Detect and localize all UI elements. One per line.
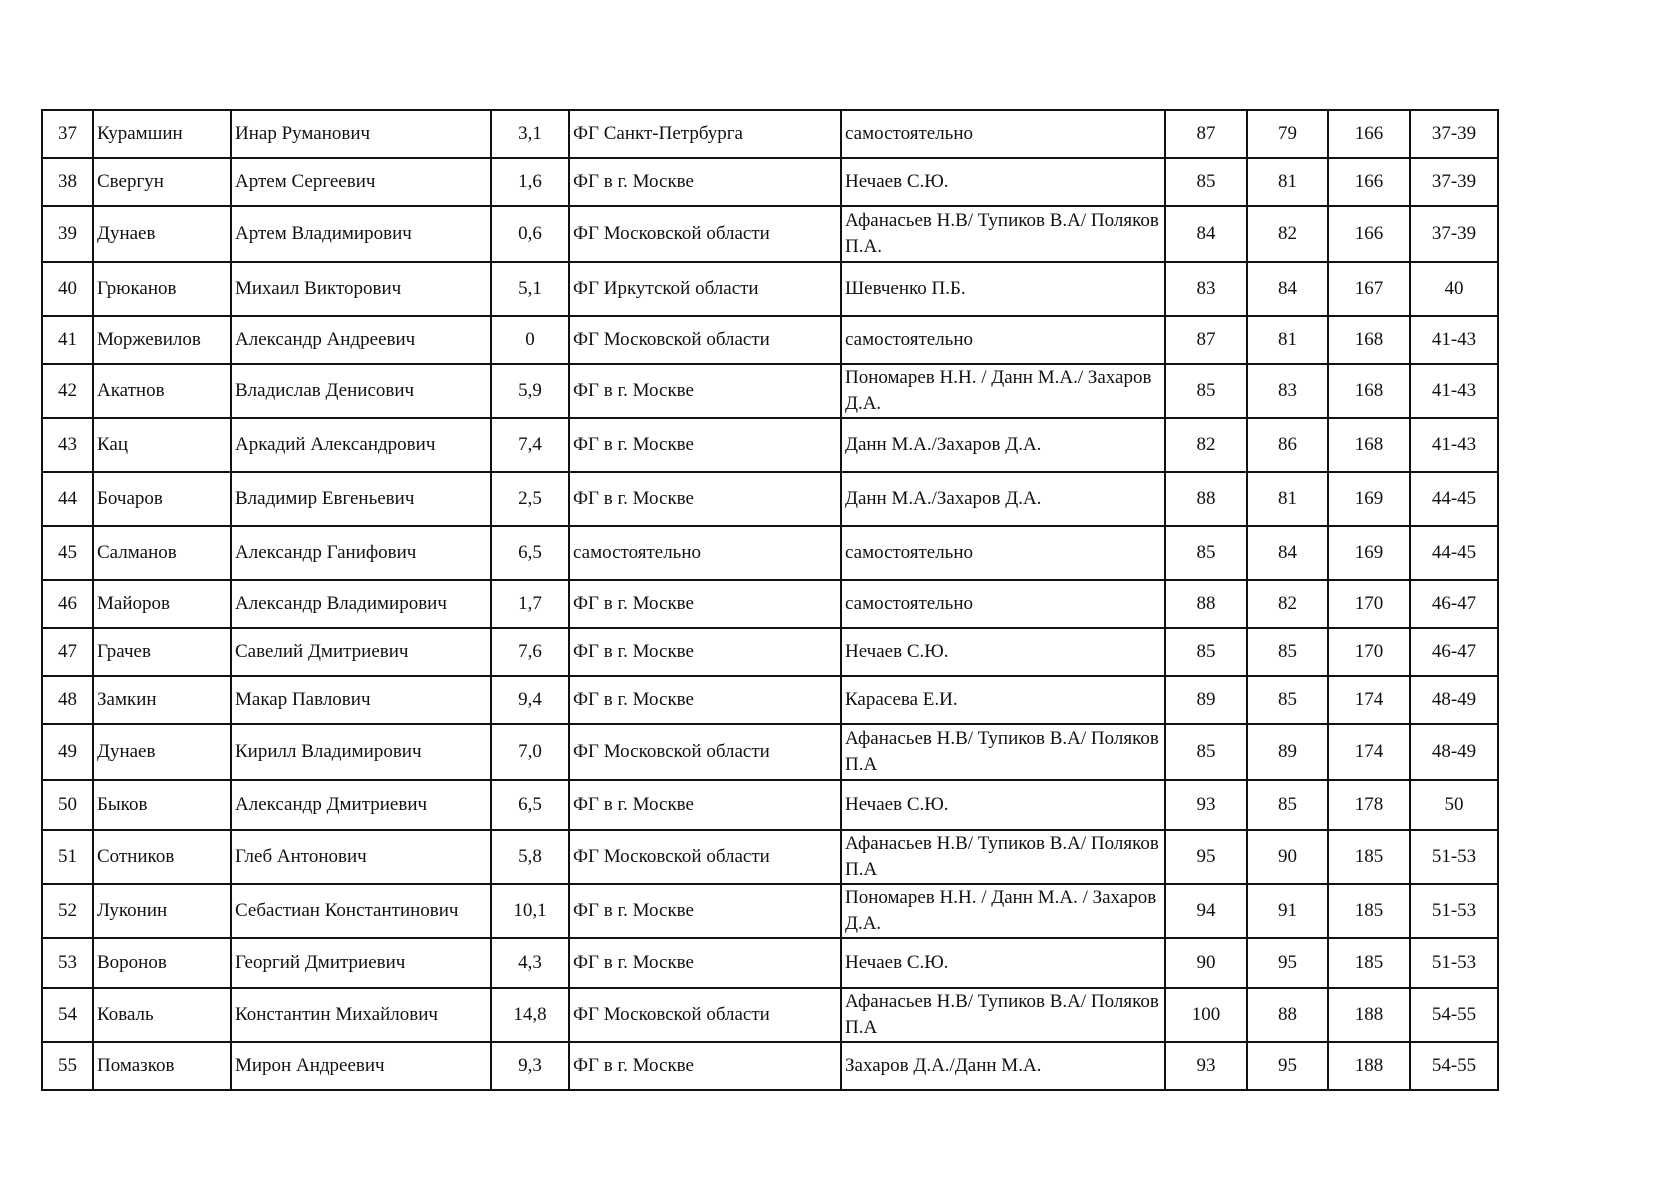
place-cell: 44-45 [1410, 472, 1498, 526]
federation-cell: ФГ Московской области [569, 724, 841, 780]
first-name-cell: Кирилл Владимирович [231, 724, 491, 780]
score-round-1-cell: 88 [1165, 472, 1247, 526]
place-cell: 51-53 [1410, 938, 1498, 988]
score-round-2-cell: 83 [1247, 364, 1328, 418]
federation-cell: ФГ Московской области [569, 206, 841, 262]
coefficient-cell: 6,5 [491, 780, 569, 830]
place-cell: 37-39 [1410, 158, 1498, 206]
score-round-2-cell: 85 [1247, 780, 1328, 830]
score-round-1-cell: 87 [1165, 110, 1247, 158]
score-round-2-cell: 86 [1247, 418, 1328, 472]
table-row [42, 830, 1498, 884]
score-round-2-cell: 81 [1247, 158, 1328, 206]
last-name-cell: Акатнов [93, 364, 231, 418]
last-name-cell: Луконин [93, 884, 231, 938]
score-round-1-cell: 83 [1165, 262, 1247, 316]
score-round-1-cell: 85 [1165, 724, 1247, 780]
federation-cell: ФГ Санкт-Петрбурга [569, 110, 841, 158]
federation-cell: ФГ в г. Москве [569, 676, 841, 724]
score-round-1-cell: 84 [1165, 206, 1247, 262]
total-score-cell: 178 [1328, 780, 1410, 830]
row-number-cell: 49 [42, 724, 93, 780]
last-name-cell: Майоров [93, 580, 231, 628]
table-row [42, 884, 1498, 938]
federation-cell: ФГ в г. Москве [569, 938, 841, 988]
score-round-2-cell: 95 [1247, 938, 1328, 988]
row-number-cell: 53 [42, 938, 93, 988]
coach-cell: Пономарев Н.Н. / Данн М.А. / Захаров Д.А. [841, 884, 1165, 938]
score-round-1-cell: 100 [1165, 988, 1247, 1042]
federation-cell: ФГ Московской области [569, 988, 841, 1042]
row-number-cell: 55 [42, 1042, 93, 1090]
first-name-cell: Михаил Викторович [231, 262, 491, 316]
place-cell: 51-53 [1410, 830, 1498, 884]
coefficient-cell: 14,8 [491, 988, 569, 1042]
score-round-2-cell: 84 [1247, 526, 1328, 580]
place-cell: 54-55 [1410, 988, 1498, 1042]
coach-cell: Афанасьев Н.В/ Тупиков В.А/ Поляков П.А [841, 724, 1165, 780]
table-row [42, 206, 1498, 262]
table-row [42, 780, 1498, 830]
score-round-1-cell: 88 [1165, 580, 1247, 628]
row-number-cell: 37 [42, 110, 93, 158]
first-name-cell: Артем Сергеевич [231, 158, 491, 206]
coefficient-cell: 1,7 [491, 580, 569, 628]
row-number-cell: 42 [42, 364, 93, 418]
federation-cell: ФГ в г. Москве [569, 418, 841, 472]
last-name-cell: Бочаров [93, 472, 231, 526]
first-name-cell: Аркадий Александрович [231, 418, 491, 472]
coach-cell: самостоятельно [841, 110, 1165, 158]
coach-cell: Захаров Д.А./Данн М.А. [841, 1042, 1165, 1090]
score-round-1-cell: 93 [1165, 1042, 1247, 1090]
coach-cell: Данн М.А./Захаров Д.А. [841, 418, 1165, 472]
last-name-cell: Свергун [93, 158, 231, 206]
place-cell: 51-53 [1410, 884, 1498, 938]
row-number-cell: 47 [42, 628, 93, 676]
place-cell: 46-47 [1410, 580, 1498, 628]
table-row [42, 938, 1498, 988]
row-number-cell: 44 [42, 472, 93, 526]
row-number-cell: 38 [42, 158, 93, 206]
score-round-1-cell: 90 [1165, 938, 1247, 988]
coefficient-cell: 9,3 [491, 1042, 569, 1090]
total-score-cell: 188 [1328, 988, 1410, 1042]
coach-cell: Пономарев Н.Н. / Данн М.А./ Захаров Д.А. [841, 364, 1165, 418]
total-score-cell: 185 [1328, 830, 1410, 884]
last-name-cell: Помазков [93, 1042, 231, 1090]
first-name-cell: Александр Андреевич [231, 316, 491, 364]
row-number-cell: 54 [42, 988, 93, 1042]
place-cell: 44-45 [1410, 526, 1498, 580]
place-cell: 46-47 [1410, 628, 1498, 676]
first-name-cell: Константин Михайлович [231, 988, 491, 1042]
table-row [42, 316, 1498, 364]
score-round-1-cell: 87 [1165, 316, 1247, 364]
last-name-cell: Коваль [93, 988, 231, 1042]
coach-cell: Нечаев С.Ю. [841, 938, 1165, 988]
score-round-1-cell: 94 [1165, 884, 1247, 938]
coefficient-cell: 10,1 [491, 884, 569, 938]
last-name-cell: Кац [93, 418, 231, 472]
table-row [42, 158, 1498, 206]
last-name-cell: Салманов [93, 526, 231, 580]
place-cell: 37-39 [1410, 110, 1498, 158]
federation-cell: ФГ в г. Москве [569, 780, 841, 830]
total-score-cell: 174 [1328, 676, 1410, 724]
first-name-cell: Артем Владимирович [231, 206, 491, 262]
score-round-2-cell: 81 [1247, 316, 1328, 364]
table-row [42, 1042, 1498, 1090]
score-round-2-cell: 88 [1247, 988, 1328, 1042]
place-cell: 41-43 [1410, 418, 1498, 472]
coefficient-cell: 5,9 [491, 364, 569, 418]
first-name-cell: Инар Руманович [231, 110, 491, 158]
total-score-cell: 166 [1328, 110, 1410, 158]
federation-cell: ФГ в г. Москве [569, 884, 841, 938]
row-number-cell: 43 [42, 418, 93, 472]
table-row [42, 988, 1498, 1042]
federation-cell: ФГ в г. Москве [569, 580, 841, 628]
first-name-cell: Савелий Дмитриевич [231, 628, 491, 676]
coefficient-cell: 2,5 [491, 472, 569, 526]
federation-cell: самостоятельно [569, 526, 841, 580]
row-number-cell: 52 [42, 884, 93, 938]
row-number-cell: 46 [42, 580, 93, 628]
total-score-cell: 185 [1328, 938, 1410, 988]
last-name-cell: Грюканов [93, 262, 231, 316]
coach-cell: Данн М.А./Захаров Д.А. [841, 472, 1165, 526]
federation-cell: ФГ в г. Москве [569, 628, 841, 676]
table-row [42, 364, 1498, 418]
coefficient-cell: 7,0 [491, 724, 569, 780]
score-round-1-cell: 95 [1165, 830, 1247, 884]
total-score-cell: 188 [1328, 1042, 1410, 1090]
score-round-1-cell: 89 [1165, 676, 1247, 724]
total-score-cell: 174 [1328, 724, 1410, 780]
total-score-cell: 166 [1328, 206, 1410, 262]
coach-cell: Афанасьев Н.В/ Тупиков В.А/ Поляков П.А [841, 988, 1165, 1042]
place-cell: 48-49 [1410, 676, 1498, 724]
total-score-cell: 168 [1328, 364, 1410, 418]
score-round-2-cell: 85 [1247, 628, 1328, 676]
coach-cell: Нечаев С.Ю. [841, 158, 1165, 206]
last-name-cell: Дунаев [93, 206, 231, 262]
table-row [42, 676, 1498, 724]
first-name-cell: Александр Дмитриевич [231, 780, 491, 830]
first-name-cell: Макар Павлович [231, 676, 491, 724]
row-number-cell: 50 [42, 780, 93, 830]
score-round-2-cell: 95 [1247, 1042, 1328, 1090]
total-score-cell: 170 [1328, 628, 1410, 676]
last-name-cell: Грачев [93, 628, 231, 676]
place-cell: 37-39 [1410, 206, 1498, 262]
place-cell: 48-49 [1410, 724, 1498, 780]
coach-cell: Нечаев С.Ю. [841, 780, 1165, 830]
row-number-cell: 41 [42, 316, 93, 364]
score-round-2-cell: 82 [1247, 580, 1328, 628]
table-row [42, 472, 1498, 526]
place-cell: 50 [1410, 780, 1498, 830]
row-number-cell: 51 [42, 830, 93, 884]
score-round-2-cell: 91 [1247, 884, 1328, 938]
coefficient-cell: 5,1 [491, 262, 569, 316]
table-row [42, 628, 1498, 676]
last-name-cell: Быков [93, 780, 231, 830]
federation-cell: ФГ Московской области [569, 316, 841, 364]
score-round-2-cell: 89 [1247, 724, 1328, 780]
score-round-2-cell: 79 [1247, 110, 1328, 158]
coach-cell: Нечаев С.Ю. [841, 628, 1165, 676]
total-score-cell: 170 [1328, 580, 1410, 628]
total-score-cell: 166 [1328, 158, 1410, 206]
federation-cell: ФГ в г. Москве [569, 364, 841, 418]
coefficient-cell: 6,5 [491, 526, 569, 580]
score-round-1-cell: 93 [1165, 780, 1247, 830]
last-name-cell: Дунаев [93, 724, 231, 780]
table-row [42, 526, 1498, 580]
first-name-cell: Владимир Евгеньевич [231, 472, 491, 526]
score-round-2-cell: 84 [1247, 262, 1328, 316]
first-name-cell: Владислав Денисович [231, 364, 491, 418]
row-number-cell: 45 [42, 526, 93, 580]
score-round-1-cell: 85 [1165, 158, 1247, 206]
first-name-cell: Глеб Антонович [231, 830, 491, 884]
place-cell: 41-43 [1410, 364, 1498, 418]
coefficient-cell: 5,8 [491, 830, 569, 884]
coach-cell: Афанасьев Н.В/ Тупиков В.А/ Поляков П.А [841, 830, 1165, 884]
total-score-cell: 185 [1328, 884, 1410, 938]
score-round-1-cell: 85 [1165, 526, 1247, 580]
total-score-cell: 168 [1328, 418, 1410, 472]
federation-cell: ФГ в г. Москве [569, 158, 841, 206]
score-round-2-cell: 90 [1247, 830, 1328, 884]
score-round-1-cell: 85 [1165, 364, 1247, 418]
coach-cell: Шевченко П.Б. [841, 262, 1165, 316]
last-name-cell: Сотников [93, 830, 231, 884]
coefficient-cell: 0,6 [491, 206, 569, 262]
total-score-cell: 168 [1328, 316, 1410, 364]
table-row [42, 418, 1498, 472]
table-row [42, 110, 1498, 158]
place-cell: 40 [1410, 262, 1498, 316]
coefficient-cell: 3,1 [491, 110, 569, 158]
federation-cell: ФГ Иркутской области [569, 262, 841, 316]
coefficient-cell: 1,6 [491, 158, 569, 206]
coach-cell: самостоятельно [841, 526, 1165, 580]
total-score-cell: 169 [1328, 526, 1410, 580]
federation-cell: ФГ в г. Москве [569, 472, 841, 526]
last-name-cell: Курамшин [93, 110, 231, 158]
place-cell: 54-55 [1410, 1042, 1498, 1090]
row-number-cell: 39 [42, 206, 93, 262]
score-round-1-cell: 82 [1165, 418, 1247, 472]
place-cell: 41-43 [1410, 316, 1498, 364]
federation-cell: ФГ в г. Москве [569, 1042, 841, 1090]
coefficient-cell: 0 [491, 316, 569, 364]
coefficient-cell: 9,4 [491, 676, 569, 724]
score-round-2-cell: 82 [1247, 206, 1328, 262]
coefficient-cell: 4,3 [491, 938, 569, 988]
total-score-cell: 167 [1328, 262, 1410, 316]
coach-cell: самостоятельно [841, 316, 1165, 364]
first-name-cell: Себастиан Константинович [231, 884, 491, 938]
first-name-cell: Георгий Дмитриевич [231, 938, 491, 988]
last-name-cell: Моржевилов [93, 316, 231, 364]
score-round-2-cell: 85 [1247, 676, 1328, 724]
coach-cell: Карасева Е.И. [841, 676, 1165, 724]
coach-cell: Афанасьев Н.В/ Тупиков В.А/ Поляков П.А. [841, 206, 1165, 262]
results-table [41, 109, 1499, 1091]
coefficient-cell: 7,6 [491, 628, 569, 676]
last-name-cell: Замкин [93, 676, 231, 724]
row-number-cell: 48 [42, 676, 93, 724]
score-round-1-cell: 85 [1165, 628, 1247, 676]
results-body [42, 110, 1498, 1090]
coach-cell: самостоятельно [841, 580, 1165, 628]
table-row [42, 580, 1498, 628]
score-round-2-cell: 81 [1247, 472, 1328, 526]
last-name-cell: Воронов [93, 938, 231, 988]
table-row [42, 262, 1498, 316]
coefficient-cell: 7,4 [491, 418, 569, 472]
first-name-cell: Александр Владимирович [231, 580, 491, 628]
first-name-cell: Мирон Андреевич [231, 1042, 491, 1090]
row-number-cell: 40 [42, 262, 93, 316]
table-row [42, 724, 1498, 780]
first-name-cell: Александр Ганифович [231, 526, 491, 580]
total-score-cell: 169 [1328, 472, 1410, 526]
federation-cell: ФГ Московской области [569, 830, 841, 884]
